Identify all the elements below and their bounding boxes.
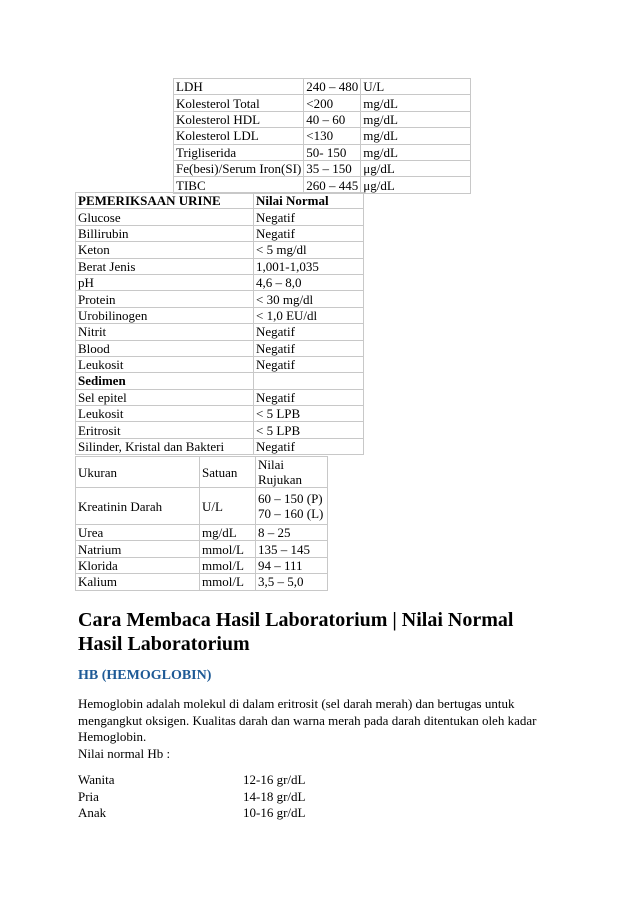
table-row xyxy=(76,574,328,590)
reference-range: 3,5 – 5,0 xyxy=(256,574,328,590)
normal-value: < 5 mg/dl xyxy=(254,242,364,258)
normal-value: Negatif xyxy=(254,438,364,454)
group-label: Anak xyxy=(78,805,107,820)
table-row xyxy=(76,291,364,307)
table-row xyxy=(76,541,328,557)
test-name: Klorida xyxy=(76,557,200,573)
normal-value: 14-18 gr/dL xyxy=(243,788,306,804)
test-name: Eritrosit xyxy=(76,422,254,438)
unit: mg/dL xyxy=(200,525,256,541)
table-row xyxy=(174,144,471,160)
test-name: Kolesterol Total xyxy=(174,95,304,111)
unit: U/L xyxy=(361,79,471,95)
table-row xyxy=(76,225,364,241)
hb-description xyxy=(78,696,558,762)
list-item xyxy=(78,772,305,789)
normal-value: < 1,0 EU/dl xyxy=(254,307,364,323)
test-name: Nitrit xyxy=(76,324,254,340)
unit: mmol/L xyxy=(200,574,256,590)
test-name: Kolesterol LDL xyxy=(174,128,304,144)
unit: mg/dL xyxy=(361,128,471,144)
range-line: 70 – 160 (L) xyxy=(258,506,324,521)
unit: mmol/L xyxy=(200,541,256,557)
section-heading-hb: HB (HEMOGLOBIN) xyxy=(78,668,212,683)
normal-value: 10-16 gr/dL xyxy=(243,805,306,820)
reference-range: 135 – 145 xyxy=(256,541,328,557)
table-row xyxy=(76,438,364,454)
normal-value: Negatif xyxy=(254,356,364,372)
table-row xyxy=(76,324,364,340)
test-name: Fe(besi)/Serum Iron(SI) xyxy=(174,160,304,176)
test-name: Urobilinogen xyxy=(76,307,254,323)
normal-value: Negatif xyxy=(254,324,364,340)
normal-value: Negatif xyxy=(254,389,364,405)
test-name: pH xyxy=(76,274,254,290)
column-header: PEMERIKSAAN URINE xyxy=(76,193,254,209)
table-row xyxy=(76,389,364,405)
test-name: Leukosit xyxy=(76,406,254,422)
table-row xyxy=(174,160,471,176)
reference-range: 8 – 25 xyxy=(256,525,328,541)
test-name: Keton xyxy=(76,242,254,258)
normal-range: <130 xyxy=(304,128,361,144)
unit: mg/dL xyxy=(361,111,471,127)
table-row xyxy=(76,274,364,290)
normal-value: Negatif xyxy=(254,225,364,241)
table-row xyxy=(76,209,364,225)
blood-chemistry-table xyxy=(75,456,328,591)
normal-value: < 30 mg/dl xyxy=(254,291,364,307)
test-name: Kalium xyxy=(76,574,200,590)
test-name: Sel epitel xyxy=(76,389,254,405)
normal-value: 12-16 gr/dL xyxy=(243,772,306,787)
test-name: Trigliserida xyxy=(174,144,304,160)
paragraph-line: Nilai normal Hb : xyxy=(78,745,171,761)
table-row xyxy=(76,258,364,274)
group-label: Pria xyxy=(78,788,99,804)
test-name: Silinder, Kristal dan Bakteri xyxy=(76,438,254,454)
urine-exam-table xyxy=(75,192,364,455)
unit: mg/dL xyxy=(361,144,471,160)
normal-value xyxy=(254,373,364,389)
normal-value: Negatif xyxy=(254,209,364,225)
test-name: Urea xyxy=(76,525,200,541)
table-row xyxy=(76,422,364,438)
lipid-lab-table xyxy=(173,78,471,194)
table-section-row xyxy=(76,373,364,389)
normal-value: 4,6 – 8,0 xyxy=(254,274,364,290)
test-name: Billirubin xyxy=(76,225,254,241)
table-row xyxy=(76,307,364,323)
table-header-row xyxy=(76,457,328,488)
test-name: Leukosit xyxy=(76,356,254,372)
table-row xyxy=(76,356,364,372)
table-row xyxy=(174,95,471,111)
test-name: Kreatinin Darah xyxy=(76,488,200,525)
table-row xyxy=(174,111,471,127)
normal-range: 40 – 60 xyxy=(304,111,361,127)
table-row xyxy=(76,557,328,573)
test-name: LDH xyxy=(174,79,304,95)
test-name: Kolesterol HDL xyxy=(174,111,304,127)
header-line: Rujukan xyxy=(258,472,303,487)
header-line: Nilai xyxy=(258,457,284,472)
table-row xyxy=(76,340,364,356)
paragraph-line: Hemoglobin adalah molekul di dalam eritrosit (sel darah merah) dan bertugas untuk xyxy=(78,696,515,711)
normal-value: < 5 LPB xyxy=(254,422,364,438)
article-title: Cara Membaca Hasil Laboratorium | Nilai Normal Hasil Laboratorium xyxy=(78,609,514,655)
normal-range: 240 – 480 xyxy=(304,79,361,95)
unit: mmol/L xyxy=(200,557,256,573)
table-row xyxy=(76,525,328,541)
section-label: Sedimen xyxy=(76,373,254,389)
column-header: Satuan xyxy=(200,457,256,488)
column-header: Nilai Normal xyxy=(254,193,364,209)
column-header: Ukuran xyxy=(76,457,200,488)
table-row xyxy=(174,177,471,193)
range-line: 60 – 150 (P) xyxy=(258,491,323,506)
hb-normal-values xyxy=(78,772,305,822)
list-item xyxy=(78,805,305,822)
table-row xyxy=(76,242,364,258)
paragraph-line: Hemoglobin. xyxy=(78,729,147,744)
column-header xyxy=(256,457,328,488)
reference-range xyxy=(256,488,328,525)
normal-range: 35 – 150 xyxy=(304,160,361,176)
unit: μg/dL xyxy=(361,160,471,176)
table-header-row xyxy=(76,193,364,209)
test-name: Protein xyxy=(76,291,254,307)
test-name: Berat Jenis xyxy=(76,258,254,274)
normal-range: 260 – 445 xyxy=(304,177,361,193)
normal-value: 1,001-1,035 xyxy=(254,258,364,274)
paragraph-line: mengangkut oksigen. Kualitas darah dan warna merah pada darah ditentukan oleh kadar xyxy=(78,712,537,728)
normal-value: < 5 LPB xyxy=(254,406,364,422)
normal-range: <200 xyxy=(304,95,361,111)
group-label: Wanita xyxy=(78,772,115,787)
test-name: TIBC xyxy=(174,177,304,193)
table-row xyxy=(174,128,471,144)
unit: U/L xyxy=(200,488,256,525)
normal-value: Negatif xyxy=(254,340,364,356)
test-name: Glucose xyxy=(76,209,254,225)
table-row xyxy=(76,406,364,422)
test-name: Natrium xyxy=(76,541,200,557)
unit: μg/dL xyxy=(361,177,471,193)
normal-range: 50- 150 xyxy=(304,144,361,160)
table-row xyxy=(76,488,328,525)
test-name: Blood xyxy=(76,340,254,356)
unit: mg/dL xyxy=(361,95,471,111)
list-item xyxy=(78,789,305,806)
table-row xyxy=(174,79,471,95)
reference-range: 94 – 111 xyxy=(256,557,328,573)
